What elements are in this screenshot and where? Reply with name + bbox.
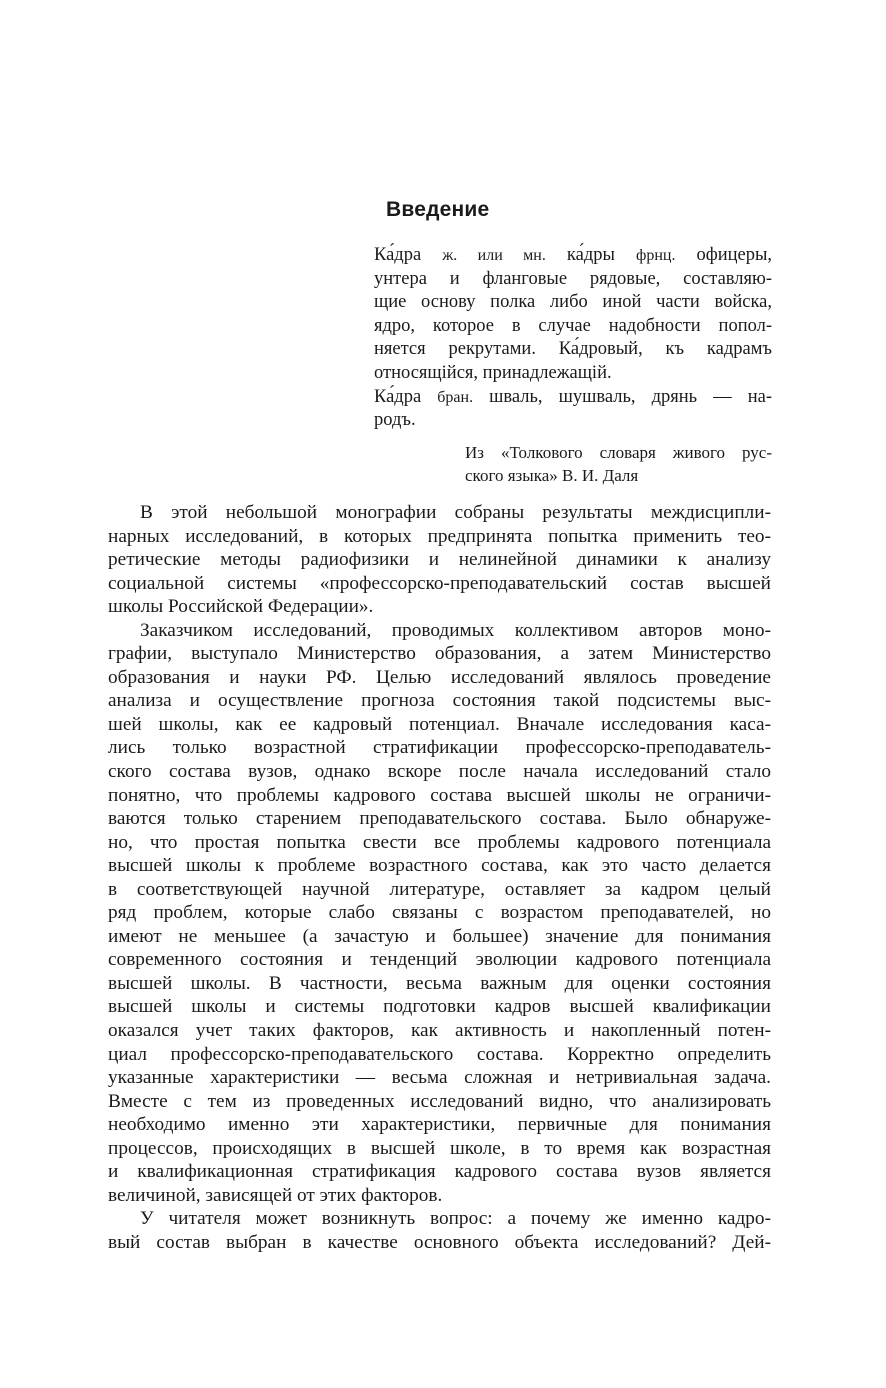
text-line: ваются только старением преподавательского состава. Было обнаруже- bbox=[108, 808, 771, 830]
main-text bbox=[108, 501, 771, 1255]
epigraph-line: Ка́дра ж. или мн. ка́дры фрнц. офицеры, bbox=[374, 245, 773, 265]
text-line: ского состава вузов, однако вскоре после начала исследований стало bbox=[108, 761, 771, 783]
paragraph-2 bbox=[108, 619, 771, 1208]
paragraph-1 bbox=[108, 501, 771, 619]
paragraph-3 bbox=[108, 1207, 771, 1254]
text-line: ряд проблем, которые слабо связаны с возрастом преподавателей, но bbox=[108, 902, 771, 924]
text-line: Вместе с тем из проведенных исследований видно, что анализировать bbox=[108, 1090, 771, 1112]
text-line: процессов, происходящих в высшей школе, в то время как возрастная bbox=[108, 1137, 771, 1159]
text-line: необходимо именно эти характеристики, первичные для понимания bbox=[108, 1114, 771, 1136]
text-line: указанные характеристики — весьма сложная и нетривиальная задача. bbox=[108, 1067, 771, 1089]
epigraph-line: щие основу полка либо иной части войска, bbox=[374, 292, 772, 313]
epigraph-line: ядро, которое в случае надобности попол- bbox=[374, 315, 772, 336]
epigraph-source: Из «Толкового словаря живого рус- ского языка» В. И. Даля bbox=[465, 442, 772, 485]
text-line: шей школы, как ее кадровый потенциал. Вначале исследования каса- bbox=[108, 713, 771, 735]
text-line: анализа и осуществление прогноза состояния такой подсистемы выс- bbox=[108, 690, 771, 712]
text-line: ретические методы радиофизики и нелинейной динамики к анализу bbox=[108, 549, 771, 571]
epigraph-line: няется рекрутами. Ка́дровый, къ кадрамъ bbox=[374, 339, 772, 360]
text-line: имеют не меньшее (а зачастую и большее) значение для понимания bbox=[108, 925, 771, 947]
text-line: школы Российской Федерации». bbox=[108, 596, 374, 618]
page-title: Введение bbox=[386, 198, 490, 221]
text-line: но, что простая попытка свести все проблемы кадрового потенциала bbox=[108, 831, 771, 853]
text-line: в соответствующей научной литературе, оставляет за кадром целый bbox=[108, 878, 771, 900]
text-line: лись только возрастной стратификации профессорско-преподаватель- bbox=[108, 737, 771, 759]
text-line: циал профессорско-преподавательского состава. Корректно определить bbox=[108, 1043, 771, 1065]
text-line: оказался учет таких факторов, как активность и накопленный потен- bbox=[108, 1020, 771, 1042]
epigraph bbox=[374, 244, 772, 487]
text-line: социальной системы «профессорско-преподавательский состав высшей bbox=[108, 572, 771, 594]
text-line: понятно, что проблемы кадрового состава высшей школы не ограничи- bbox=[108, 784, 771, 806]
text-line: высшей школы к проблеме возрастного состава, как это часто делается bbox=[108, 855, 771, 877]
text-line: У читателя может возникнуть вопрос: а почему же именно кадро- bbox=[140, 1208, 771, 1230]
text-line: вый состав выбран в качестве основного объекта исследований? Дей- bbox=[108, 1231, 771, 1253]
text-line: В этой небольшой монографии собраны результаты междисципли- bbox=[140, 502, 771, 523]
text-line: высшей школы. В частности, весьма важным для оценки состояния bbox=[108, 972, 771, 994]
epigraph-line: родъ. bbox=[374, 410, 416, 431]
epigraph-line: унтера и фланговые рядовые, составляю- bbox=[374, 268, 772, 289]
epigraph-line: Ка́дра бран. шваль, шушваль, дрянь — на- bbox=[374, 386, 773, 407]
text-line: Заказчиком исследований, проводимых коллективом авторов моно- bbox=[140, 619, 771, 641]
text-line: современного состояния и тенденций эволюции кадрового потенциала bbox=[108, 949, 771, 971]
text-line: нарных исследований, в которых предпринята попытка применить тео- bbox=[108, 525, 771, 547]
text-line: графии, выступало Министерство образования, а затем Министерство bbox=[108, 643, 771, 665]
text-line: величиной, зависящей от этих факторов. bbox=[108, 1184, 443, 1206]
epigraph-line: относящійся, принадлежащій. bbox=[374, 362, 612, 383]
text-line: высшей школы и системы подготовки кадров высшей квалификации bbox=[108, 996, 771, 1018]
text-line: и квалификационная стратификация кадрового состава вузов является bbox=[108, 1161, 771, 1183]
text-line: образования и науки РФ. Целью исследований являлось проведение bbox=[108, 666, 771, 688]
